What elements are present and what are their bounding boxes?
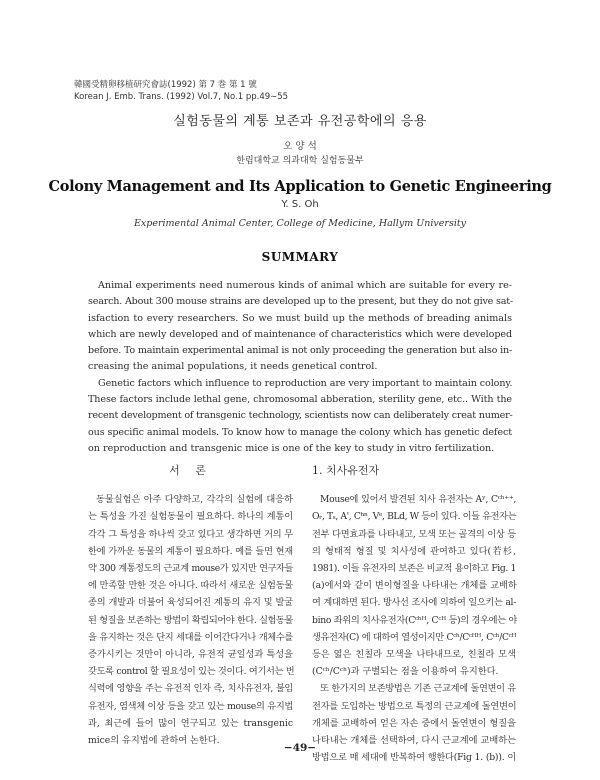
lethal-gene-heading: 1. 치사유전자 xyxy=(312,464,380,477)
introduction-line: 동물실험은 아주 다양하고, 각각의 실험에 대응하 xyxy=(96,494,293,506)
introduction-line: 증가시키는 것만이 아니라, 유전적 균일성과 특성을 xyxy=(88,649,293,661)
lethal-gene-line: (a)에서와 같이 변이형질을 나타내는 개체를 교배하 xyxy=(312,580,517,592)
lethal-gene-line: 여 계대하면 된다. 방사선 조사에 의하여 일으키는 al- xyxy=(312,597,516,609)
introduction-line: 을 유지하는 것은 단지 세대를 이어간다거나 개체수를 xyxy=(88,631,293,643)
introduction-line: 식력에 영향을 주는 유전적 인자 즉, 치사유전자, 불임 xyxy=(88,683,293,695)
summary-line: These factors include lethal gene, chromosomal abberation, sterility gene, etc.. With the xyxy=(88,394,512,406)
lethal-gene-line: Mouse에 있어서 발견된 치사 유전자는 Aʸ, Cᶜʰ⁺⁺, xyxy=(320,494,516,506)
introduction-line: 각각 그 특성을 하나씩 갖고 있다고 생각하면 거의 무 xyxy=(88,528,293,540)
lethal-gene-line: Oᵣ, Tₛ, A', Cʰⁿ, Vᵉ, BLd, W 등이 있다. 이들 유전자는 xyxy=(312,511,517,523)
lethal-gene-line: 방법으로 매 세대에 반복하여 행한다(Fig 1. (b)). 이 xyxy=(312,752,516,764)
introduction-line: 된 형질을 보존하는 방법이 확립되어야 한다. 실험동물 xyxy=(88,614,293,626)
journal-citation-korean: 韓國受精卵移植研究會誌(1992) 第 7 巻 第 1 號 xyxy=(74,80,257,90)
lethal-gene-line: 의 형태적 형질 및 치사성에 관여하고 있다(若杉, xyxy=(312,545,516,557)
summary-line: Animal experiments need numerous kinds of animal which are suitable for every re- xyxy=(98,280,512,291)
introduction-line: mice의 유지법에 관하여 논한다. xyxy=(88,735,220,747)
english-title: Colony Management and Its Application to Genetic Engineering xyxy=(48,178,552,195)
summary-line: recent development of transgenic technology, scientists now can deliberately creat numer- xyxy=(88,410,513,422)
journal-header xyxy=(74,79,288,103)
lethal-gene-column xyxy=(312,462,516,766)
introduction-line: 한에 가까운 동물의 계통이 필요하다. 예를 들면 현재 xyxy=(88,545,293,557)
summary-line: before. To maintain experimental animal is not only proceeding the generation but also in- xyxy=(88,345,512,357)
summary-line: search. About 300 mouse strains are developed up to the present, but they do not give sat- xyxy=(88,296,513,308)
summary-line: isfaction to every researchers. So we must build up the methods of breading animals xyxy=(88,312,512,324)
lethal-gene-line: (Cᶜʰ/Cᶜʰ)과 구별되는 점을 이용하여 유지한다. xyxy=(312,666,499,678)
korean-title: 실험동물의 계통 보존과 유전공학에의 응용 xyxy=(173,114,427,129)
journal-citation-english: Korean J. Emb. Trans. (1992) Vol.7, No.1 pp.49∼55 xyxy=(74,92,289,102)
korean-affiliation: 한림대학교 의과대학 실험동물부 xyxy=(236,156,364,166)
english-affiliation: Experimental Animal Center, College of Medicine, Hallym University xyxy=(133,218,467,229)
introduction-line: 과, 최근에 들어 많이 연구되고 있는 transgenic xyxy=(88,717,293,729)
lethal-gene-line: bino 좌위의 치사유전자(Cᶜʰᴴ, Cᶜᴴ 등)의 경우에는 야 xyxy=(312,614,517,626)
lethal-gene-line: 나타내는 개체를 선택하여, 다시 근교계에 교배하는 xyxy=(312,735,516,747)
lethal-gene-line: 전자를 도입하는 방법으로 특정의 근교계에 돌연변이 xyxy=(312,700,517,712)
lethal-gene-line: 개체를 교배하여 얻은 자손 중에서 돌연변이 형질을 xyxy=(312,717,516,729)
summary-line: creasing the animal populations, it needs genetical control. xyxy=(88,361,378,373)
introduction-heading: 서 론 xyxy=(169,464,212,477)
summary-heading: SUMMARY xyxy=(261,250,339,264)
summary-body xyxy=(88,278,512,457)
lethal-gene-line: 생유전자(C) 에 대하여 열성이지만 Cᶜʰ/Cᶜᴴᴴ, Cᶜʰ/Cᶜᴴ xyxy=(312,631,516,643)
summary-line: ous specific animal models. To know how to manage the colony which has genetic defect xyxy=(88,426,512,438)
summary-line: which are newly developed and of maintenance of characteristics which were developed xyxy=(88,328,512,340)
introduction-line: 는 특성을 가진 실험동물이 필요하다. 하나의 계통이 xyxy=(88,511,293,523)
introduction-line: 종의 개발과 더불어 육성되어진 계통의 유지 및 발굴 xyxy=(88,597,293,609)
korean-author: 오 양 석 xyxy=(283,141,317,152)
summary-line: on reproduction and transgenic mice is one of the key to study in vitro fertilization. xyxy=(88,442,495,454)
lethal-gene-line: 등은 엷은 친칠라 모색을 나타내므로, 친칠라 모색 xyxy=(312,649,516,661)
introduction-line: 에 만족할 만한 것은 아니다. 따라서 새로운 실험동물 xyxy=(88,580,293,592)
introduction-line: 갖도록 control 할 필요성이 있는 것이다. 여기서는 번 xyxy=(88,666,295,678)
lethal-gene-line: 전부 다면효과를 나타내고, 모색 또는 골격의 이상 등 xyxy=(312,528,516,540)
introduction-column xyxy=(88,462,293,749)
lethal-gene-line: 또 한가지의 보존방법은 기존 근교계에 돌연변이 유 xyxy=(320,683,516,695)
introduction-line: 약 300 계통정도의 근교계 mouse가 있지만 연구자들 xyxy=(88,563,293,575)
introduction-line: 유전자, 염색체 이상 등을 갖고 있는 mouse의 유지법 xyxy=(88,700,293,712)
page-number: −49− xyxy=(283,742,317,754)
lethal-gene-line: 1981). 이들 유전자의 보존은 비교적 용이하고 Fig. 1 xyxy=(312,563,516,575)
summary-line: Genetic factors which influence to reproduction are very important to maintain colony. xyxy=(98,377,513,389)
english-author: Y. S. Oh xyxy=(281,199,319,210)
